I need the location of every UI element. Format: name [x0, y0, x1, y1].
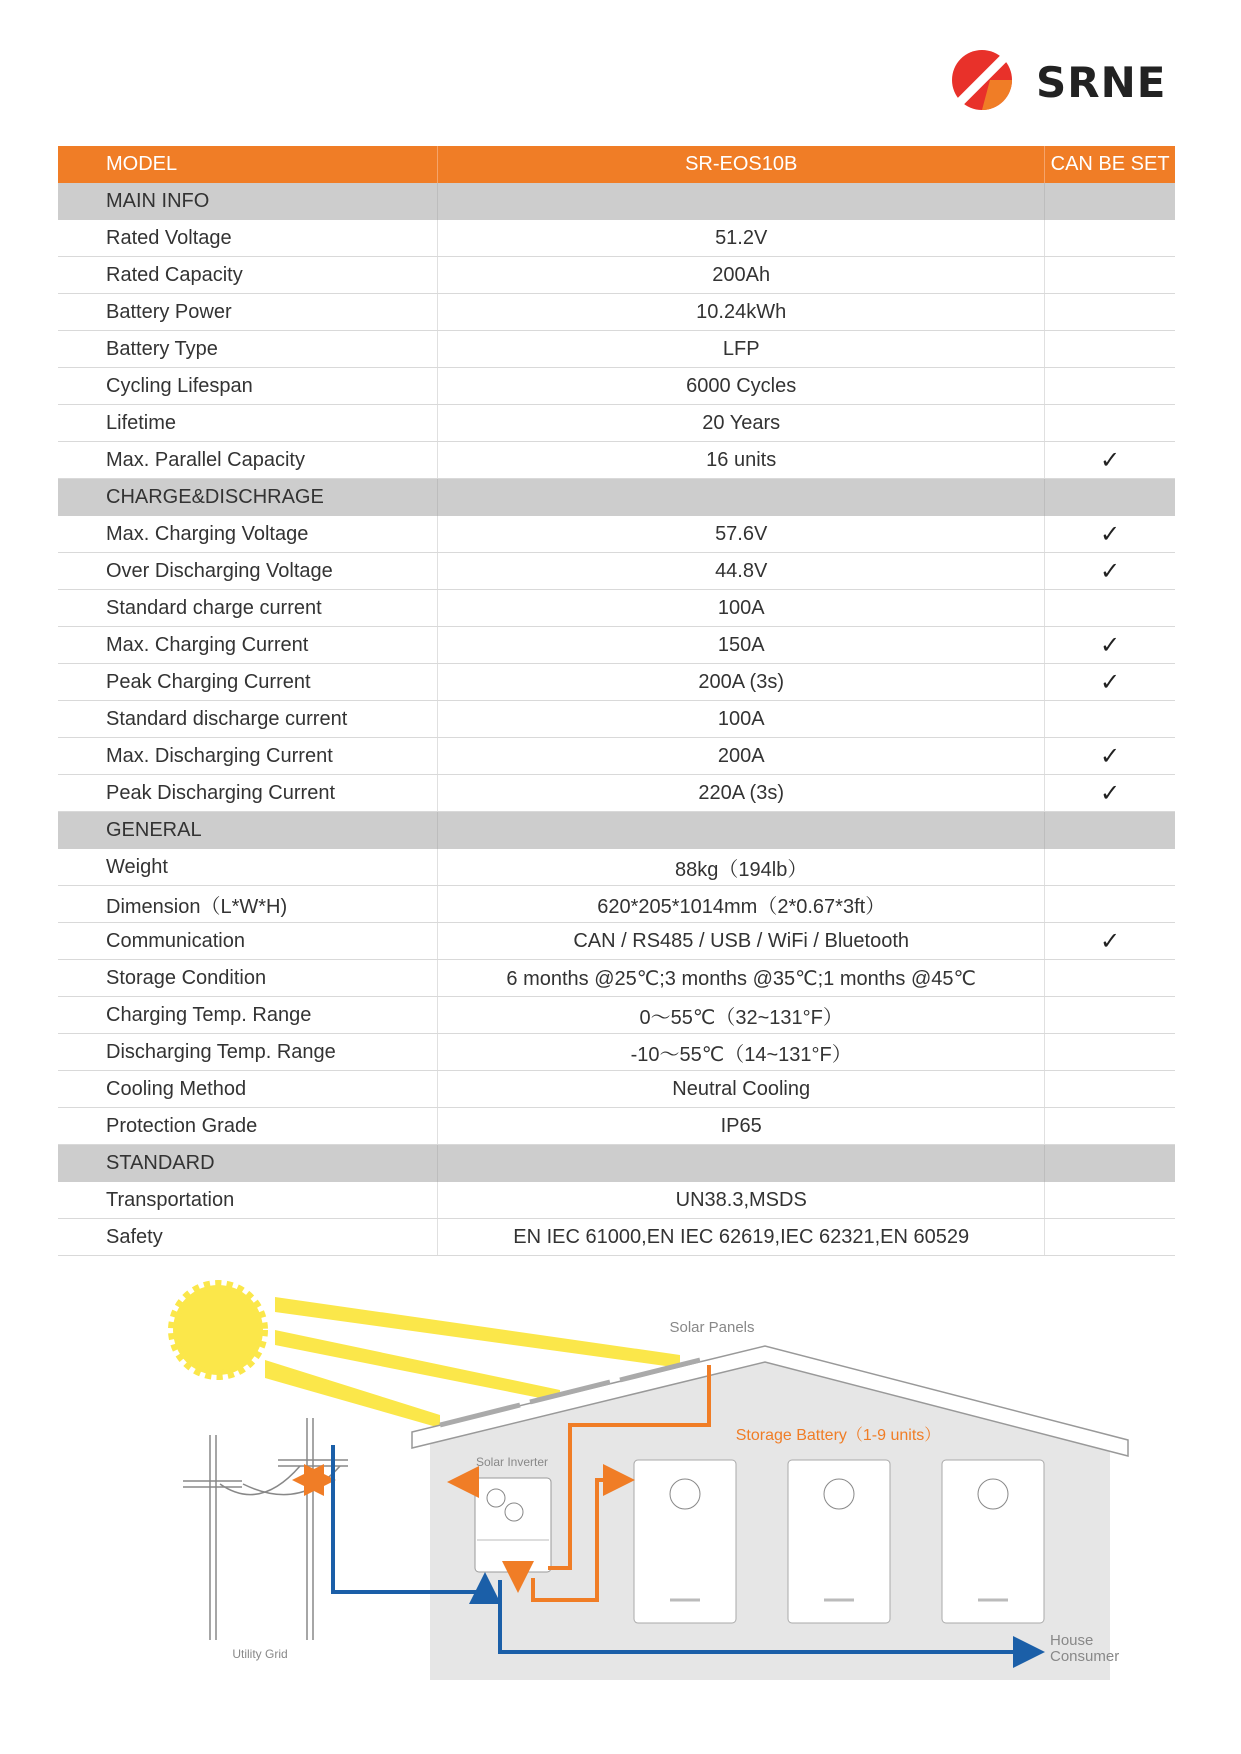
spec-row — [58, 1034, 1175, 1071]
spec-label: Rated Voltage — [58, 220, 438, 257]
spec-value: 20 Years — [438, 405, 1045, 442]
spec-value: EN IEC 61000,EN IEC 62619,IEC 62321,EN 60529 — [438, 1219, 1045, 1256]
section-spacer — [438, 812, 1045, 850]
spec-label: Battery Power — [58, 294, 438, 331]
label-solar-panels: Solar Panels — [669, 1319, 755, 1336]
can-be-set-check-icon — [1045, 294, 1175, 331]
spec-row — [58, 738, 1175, 775]
can-be-set-check-icon: ✓ — [1045, 627, 1175, 664]
spec-row — [58, 775, 1175, 812]
spec-value: 150A — [438, 627, 1045, 664]
spec-label: Weight — [58, 849, 438, 886]
can-be-set-check-icon — [1045, 405, 1175, 442]
spec-label: Protection Grade — [58, 1108, 438, 1145]
can-be-set-check-icon — [1045, 1219, 1175, 1256]
system-diagram — [0, 1270, 1241, 1754]
house-consumer-line: House — [1050, 1632, 1094, 1649]
spec-label: Max. Parallel Capacity — [58, 442, 438, 479]
battery-unit — [788, 1460, 890, 1623]
section-spacer — [438, 1145, 1045, 1183]
can-be-set-check-icon — [1045, 997, 1175, 1034]
spec-label: Rated Capacity — [58, 257, 438, 294]
spec-row — [58, 664, 1175, 701]
can-be-set-check-icon: ✓ — [1045, 923, 1175, 960]
can-be-set-check-icon — [1045, 1034, 1175, 1071]
spec-row — [58, 442, 1175, 479]
spec-label: Battery Type — [58, 331, 438, 368]
spec-value: 200A — [438, 738, 1045, 775]
spec-label: Peak Charging Current — [58, 664, 438, 701]
srne-logo — [950, 40, 1180, 120]
section-title: MAIN INFO — [58, 183, 438, 220]
spec-row — [58, 1071, 1175, 1108]
spec-value: Neutral Cooling — [438, 1071, 1045, 1108]
section-spacer — [1045, 479, 1175, 517]
solar-inverter — [475, 1478, 551, 1572]
table-header-row — [58, 146, 1175, 183]
spec-label: Safety — [58, 1219, 438, 1256]
section-header-row — [58, 1145, 1175, 1183]
section-spacer — [438, 183, 1045, 220]
can-be-set-check-icon — [1045, 331, 1175, 368]
section-spacer — [1045, 1145, 1175, 1183]
spec-row — [58, 405, 1175, 442]
battery-unit — [634, 1460, 736, 1623]
can-be-set-check-icon — [1045, 701, 1175, 738]
brand-name: SRNE — [1036, 58, 1167, 107]
spec-row — [58, 553, 1175, 590]
spec-value: CAN / RS485 / USB / WiFi / Bluetooth — [438, 923, 1045, 960]
spec-label: Max. Charging Voltage — [58, 516, 438, 553]
spec-value: -10～55℃（14~131°F） — [438, 1034, 1045, 1071]
can-be-set-check-icon: ✓ — [1045, 738, 1175, 775]
sun-icon — [173, 1285, 263, 1375]
spec-value: 10.24kWh — [438, 294, 1045, 331]
label-storage-battery: Storage Battery（1-9 units） — [735, 1427, 941, 1444]
header-model: MODEL — [58, 146, 438, 183]
spec-row — [58, 1108, 1175, 1145]
spec-label: Peak Discharging Current — [58, 775, 438, 812]
spec-label: Cycling Lifespan — [58, 368, 438, 405]
spec-value: 44.8V — [438, 553, 1045, 590]
spec-row — [58, 997, 1175, 1034]
spec-row — [58, 516, 1175, 553]
can-be-set-check-icon: ✓ — [1045, 553, 1175, 590]
spec-label: Standard discharge current — [58, 701, 438, 738]
can-be-set-check-icon — [1045, 1071, 1175, 1108]
spec-value: 100A — [438, 590, 1045, 627]
can-be-set-check-icon — [1045, 368, 1175, 405]
spec-table — [58, 146, 1175, 1256]
spec-value: 16 units — [438, 442, 1045, 479]
spec-value: UN38.3,MSDS — [438, 1182, 1045, 1219]
section-header-row — [58, 812, 1175, 850]
can-be-set-check-icon: ✓ — [1045, 775, 1175, 812]
spec-value: 88kg（194lb） — [438, 849, 1045, 886]
battery-unit — [942, 1460, 1044, 1623]
can-be-set-check-icon — [1045, 1108, 1175, 1145]
spec-row — [58, 331, 1175, 368]
utility-grid-poles — [183, 1418, 348, 1640]
spec-value: 0～55℃（32~131°F） — [438, 997, 1045, 1034]
spec-row — [58, 849, 1175, 886]
spec-value: LFP — [438, 331, 1045, 368]
spec-label: Standard charge current — [58, 590, 438, 627]
spec-value: 200Ah — [438, 257, 1045, 294]
can-be-set-check-icon — [1045, 257, 1175, 294]
brand-mark-icon — [950, 40, 1030, 120]
spec-label: Communication — [58, 923, 438, 960]
label-solar-inverter: Solar Inverter — [475, 1455, 549, 1469]
spec-row — [58, 701, 1175, 738]
spec-row — [58, 886, 1175, 923]
header-can-be-set: CAN BE SET — [1045, 146, 1175, 183]
spec-row — [58, 220, 1175, 257]
spec-value: 200A (3s) — [438, 664, 1045, 701]
spec-row — [58, 1219, 1175, 1256]
section-header-row — [58, 183, 1175, 220]
spec-label: Dimension（L*W*H) — [58, 886, 438, 923]
spec-label: Discharging Temp. Range — [58, 1034, 438, 1071]
can-be-set-check-icon: ✓ — [1045, 516, 1175, 553]
spec-row — [58, 590, 1175, 627]
spec-row — [58, 923, 1175, 960]
spec-label: Lifetime — [58, 405, 438, 442]
section-title: STANDARD — [58, 1145, 438, 1183]
spec-label: Transportation — [58, 1182, 438, 1219]
header-model-value: SR-EOS10B — [438, 146, 1045, 183]
can-be-set-check-icon — [1045, 1182, 1175, 1219]
can-be-set-check-icon — [1045, 590, 1175, 627]
section-spacer — [438, 479, 1045, 517]
spec-value: 6000 Cycles — [438, 368, 1045, 405]
section-title: CHARGE&DISCHRAGE — [58, 479, 438, 517]
spec-label: Max. Discharging Current — [58, 738, 438, 775]
label-utility-grid: Utility Grid — [232, 1647, 288, 1661]
section-spacer — [1045, 812, 1175, 850]
spec-label: Charging Temp. Range — [58, 997, 438, 1034]
spec-label: Max. Charging Current — [58, 627, 438, 664]
spec-label: Cooling Method — [58, 1071, 438, 1108]
spec-value: IP65 — [438, 1108, 1045, 1145]
section-title: GENERAL — [58, 812, 438, 850]
spec-value: 57.6V — [438, 516, 1045, 553]
can-be-set-check-icon — [1045, 886, 1175, 923]
spec-row — [58, 960, 1175, 997]
spec-row — [58, 294, 1175, 331]
spec-value: 100A — [438, 701, 1045, 738]
can-be-set-check-icon — [1045, 220, 1175, 257]
spec-row — [58, 257, 1175, 294]
spec-value: 6 months @25℃;3 months @35℃;1 months @45℃ — [438, 960, 1045, 997]
spec-label: Over Discharging Voltage — [58, 553, 438, 590]
house-consumer-line: Consumer — [1050, 1648, 1120, 1665]
section-spacer — [1045, 183, 1175, 220]
can-be-set-check-icon: ✓ — [1045, 664, 1175, 701]
spec-row — [58, 368, 1175, 405]
spec-value: 51.2V — [438, 220, 1045, 257]
spec-row — [58, 627, 1175, 664]
spec-value: 220A (3s) — [438, 775, 1045, 812]
spec-label: Storage Condition — [58, 960, 438, 997]
spec-value: 620*205*1014mm（2*0.67*3ft） — [438, 886, 1045, 923]
sun-ray — [275, 1297, 680, 1368]
spec-row — [58, 1182, 1175, 1219]
can-be-set-check-icon: ✓ — [1045, 442, 1175, 479]
can-be-set-check-icon — [1045, 849, 1175, 886]
section-header-row — [58, 479, 1175, 517]
can-be-set-check-icon — [1045, 960, 1175, 997]
